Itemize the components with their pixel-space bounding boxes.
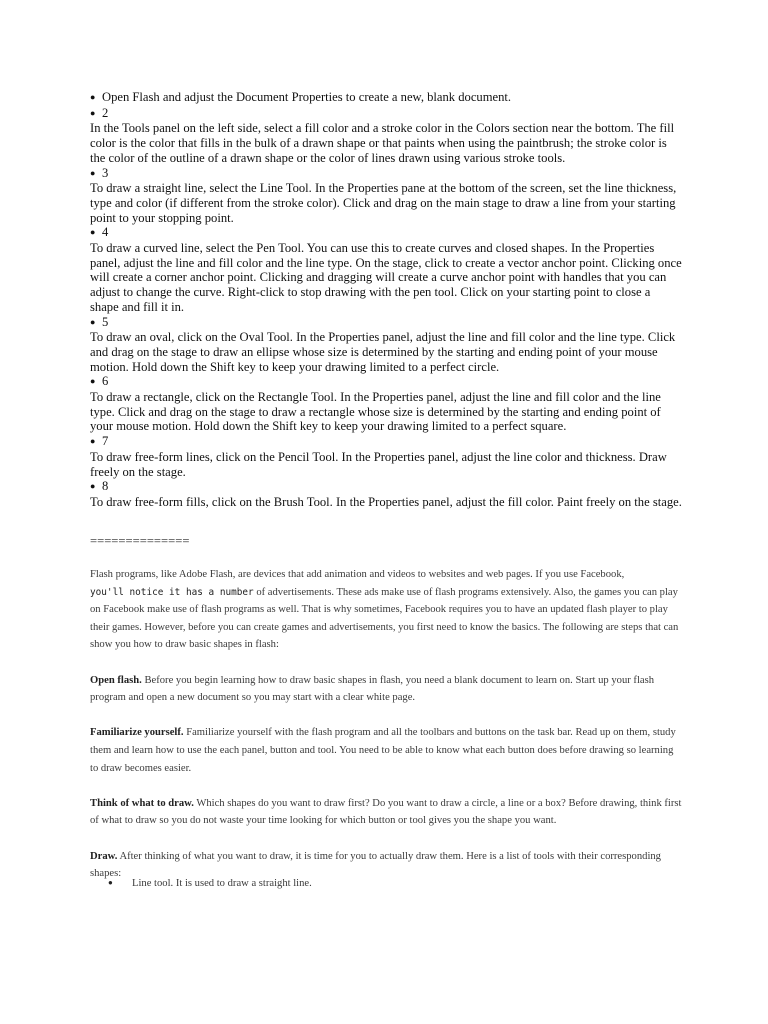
step-2-bullet: [90, 106, 682, 122]
section-body: After thinking of what you want to draw, it is time for you to actually draw them. Here is a list of tools with their corresponding shapes:: [90, 850, 661, 880]
section-open-flash: [90, 672, 682, 707]
step-5-bullet: [90, 315, 682, 331]
bullet-icon: ●: [90, 376, 96, 387]
section-heading: Familiarize yourself.: [90, 727, 184, 739]
step-2-number: 2: [102, 105, 109, 120]
bullet-icon: ●: [90, 436, 96, 447]
bullet-icon: ●: [90, 316, 96, 327]
bullet-icon: ●: [90, 107, 96, 118]
bullet-icon: ●: [90, 92, 96, 102]
step-7-number: 7: [102, 434, 109, 449]
section-heading: Think of what to draw.: [90, 797, 194, 809]
step-8-number: 8: [102, 479, 109, 494]
step-5-text: To draw an oval, click on the Oval Tool. In the Properties panel, adjust the line and fill color and the line type. Click and drag on the stage to draw an ellipse whose size is determined by the starting and ending point of your mouse motion. Hold down the Shift key to keep your drawing limited to a perfect circle.: [90, 330, 676, 374]
step-1-bullet: [90, 90, 682, 106]
intro-paragraph: [90, 566, 682, 654]
intro-text-part-2: of advertisements. These ads make use of flash programs extensively. Also, the games you can play on Facebook make use of flash programs as well. That is why sometimes, Facebook requires you to have an updated flash player to play their games. However, before you can create games and advertisements, you first need to know the basics. The following are steps that can show you how to draw basic shapes in flash:: [90, 586, 679, 651]
step-6-number: 6: [102, 374, 109, 389]
step-6-bullet: [90, 374, 682, 390]
section-heading: Draw.: [90, 850, 118, 862]
step-4-number: 4: [102, 225, 109, 240]
section-familiarize: [90, 724, 682, 777]
step-2-text: In the Tools panel on the left side, select a fill color and a stroke color in the Colors section near the bottom. The fill color is the color that fills in the bulk of a drawn shape or that paints when using the paintbrush; the stroke color is the color of the outline of a drawn shape or the color of lines drawn using various stroke tools.: [90, 121, 675, 165]
step-8-bullet: [90, 479, 682, 495]
section-think: [90, 795, 682, 830]
step-4-text: To draw a curved line, select the Pen Tool. You can use this to create curves and closed shapes. In the Properties panel, adjust the line and fill color and the line type. On the stage, click to create a vector anchor point. Clicking once will create a corner anchor point. Clicking and dragging will create a curve anchor point with handles that you can adjust to change the curve. Right-click to stop drawing with the pen tool. Click on your starting point to close a shape and fill it in.: [90, 241, 682, 314]
intro-text-part-1: Flash programs, like Adobe Flash, are devices that add animation and videos to websites and web pages. If you use Facebook,: [90, 569, 625, 580]
list-item: [108, 878, 312, 889]
bullet-icon: ●: [90, 481, 96, 492]
step-7-bullet: [90, 434, 682, 450]
section-body: Familiarize yourself with the flash program and all the toolbars and buttons on the task bar. Read up on them, study them and learn how to use the each panel, button and tool. You need to be able to know what each button does before drawing so learning to draw becomes easier.: [90, 727, 676, 774]
step-8-text: To draw free-form fills, click on the Brush Tool. In the Properties panel, adjust the fill color. Paint freely on the stage.: [90, 494, 682, 509]
section-body: Which shapes do you want to draw first? Do you want to draw a circle, a line or a box? Before drawing, think first of what to draw so you do not waste your time looking for which button or tool gives you the shape you want.: [90, 797, 682, 827]
step-7-text: To draw free-form lines, click on the Pencil Tool. In the Properties panel, adjust the line color and thickness. Draw freely on the stage.: [90, 449, 667, 479]
step-4-bullet: [90, 225, 682, 241]
step-list: [90, 90, 682, 510]
bullet-icon: ●: [90, 167, 96, 178]
step-3-bullet: [90, 166, 682, 182]
step-6-text: To draw a rectangle, click on the Rectangle Tool. In the Properties panel, adjust the line and fill color and the line type. Click and drag on the stage to draw a rectangle whose size is determined by the starting and ending point of your mouse motion. Hold down the Shift key to keep your drawing limited to a perfect square.: [90, 390, 661, 434]
step-3-text: To draw a straight line, select the Line Tool. In the Properties pane at the bottom of the screen, set the line thickness, type and color (if different from the stroke color). Click and drag on the main stage to draw a line from your starting point to your stopping point.: [90, 181, 677, 225]
step-5-number: 5: [102, 314, 109, 329]
bullet-icon: ●: [90, 227, 96, 238]
step-1-text: Open Flash and adjust the Document Properties to create a new, blank document.: [102, 90, 512, 104]
section-heading: Open flash.: [90, 674, 142, 686]
article-body: [90, 566, 682, 883]
list-item-text: Line tool. It is used to draw a straight line.: [132, 878, 312, 889]
section-body: Before you begin learning how to draw basic shapes in flash, you need a blank document to learn on. Start up your flash program and open a new document so you may start with a clear white page.: [90, 674, 655, 704]
bullet-icon: ●: [108, 878, 113, 887]
intro-handwritten-text: you'll notice it has a number: [90, 586, 254, 598]
step-3-number: 3: [102, 165, 109, 180]
section-separator: ==============: [90, 534, 190, 548]
